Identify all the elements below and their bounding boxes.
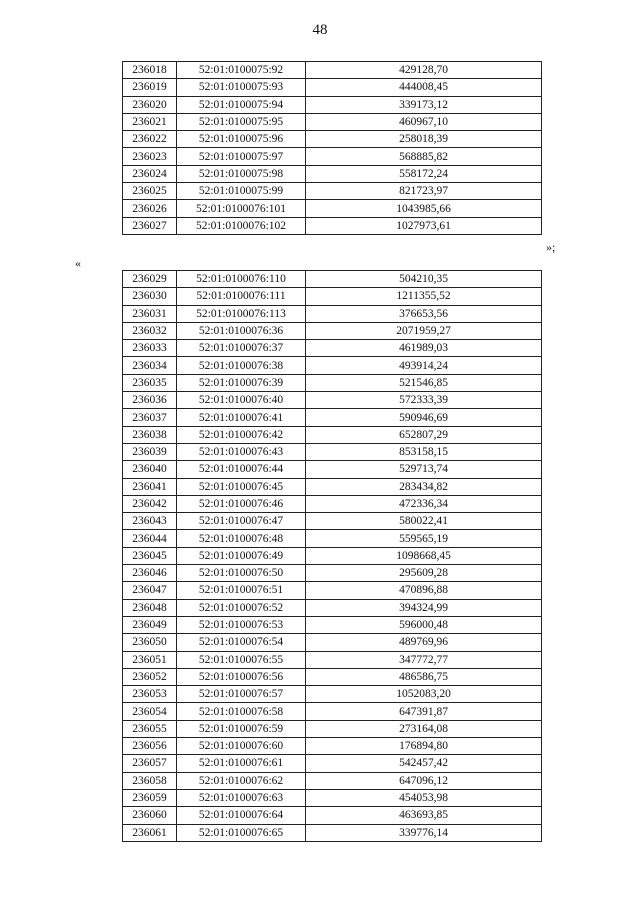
value-cell: 821723,97 <box>306 183 542 200</box>
table-row <box>123 634 542 651</box>
cadastral-number-cell: 52:01:0100076:64 <box>177 807 306 824</box>
table-row <box>123 651 542 668</box>
opening-quote-mark: « <box>75 256 81 270</box>
row-number-cell: 236049 <box>123 616 177 633</box>
value-cell: 1043985,66 <box>306 200 542 217</box>
table-row <box>123 271 542 288</box>
row-number-cell: 236043 <box>123 513 177 530</box>
cadastral-number-cell: 52:01:0100076:56 <box>177 668 306 685</box>
table-row <box>123 495 542 512</box>
row-number-cell: 236041 <box>123 478 177 495</box>
table-row <box>123 96 542 113</box>
cadastral-number-cell: 52:01:0100075:95 <box>177 113 306 130</box>
cadastral-number-cell: 52:01:0100076:37 <box>177 340 306 357</box>
table-row <box>123 461 542 478</box>
value-cell: 1027973,61 <box>306 217 542 234</box>
table-row <box>123 686 542 703</box>
table-row <box>123 703 542 720</box>
cadastral-number-cell: 52:01:0100076:51 <box>177 582 306 599</box>
value-cell: 493914,24 <box>306 357 542 374</box>
table-row <box>123 392 542 409</box>
row-number-cell: 236060 <box>123 807 177 824</box>
value-cell: 347772,77 <box>306 651 542 668</box>
table-row <box>123 807 542 824</box>
cadastral-number-cell: 52:01:0100075:94 <box>177 96 306 113</box>
value-cell: 529713,74 <box>306 461 542 478</box>
row-number-cell: 236018 <box>123 62 177 79</box>
row-number-cell: 236019 <box>123 79 177 96</box>
row-number-cell: 236046 <box>123 565 177 582</box>
row-number-cell: 236029 <box>123 271 177 288</box>
cadastral-number-cell: 52:01:0100076:46 <box>177 495 306 512</box>
row-number-cell: 236052 <box>123 668 177 685</box>
cadastral-number-cell: 52:01:0100076:36 <box>177 322 306 339</box>
value-cell: 444008,45 <box>306 79 542 96</box>
value-cell: 580022,41 <box>306 513 542 530</box>
cadastral-number-cell: 52:01:0100075:92 <box>177 62 306 79</box>
row-number-cell: 236033 <box>123 340 177 357</box>
value-cell: 460967,10 <box>306 113 542 130</box>
cadastral-number-cell: 52:01:0100076:48 <box>177 530 306 547</box>
value-cell: 461989,03 <box>306 340 542 357</box>
cadastral-number-cell: 52:01:0100075:97 <box>177 148 306 165</box>
row-number-cell: 236056 <box>123 738 177 755</box>
cadastral-number-cell: 52:01:0100076:52 <box>177 599 306 616</box>
value-cell: 1098668,45 <box>306 547 542 564</box>
cadastral-number-cell: 52:01:0100076:41 <box>177 409 306 426</box>
row-number-cell: 236042 <box>123 495 177 512</box>
value-cell: 504210,35 <box>306 271 542 288</box>
cadastral-number-cell: 52:01:0100076:111 <box>177 288 306 305</box>
table-row <box>123 530 542 547</box>
cadastral-number-cell: 52:01:0100076:60 <box>177 738 306 755</box>
value-cell: 339776,14 <box>306 824 542 841</box>
row-number-cell: 236040 <box>123 461 177 478</box>
table-row <box>123 565 542 582</box>
row-number-cell: 236024 <box>123 165 177 182</box>
row-number-cell: 236058 <box>123 772 177 789</box>
row-number-cell: 236051 <box>123 651 177 668</box>
table-row <box>123 357 542 374</box>
table-row <box>123 183 542 200</box>
page-number: 48 <box>312 22 328 38</box>
value-cell: 429128,70 <box>306 62 542 79</box>
cadastral-number-cell: 52:01:0100076:38 <box>177 357 306 374</box>
value-cell: 486586,75 <box>306 668 542 685</box>
table-row <box>123 789 542 806</box>
table-row <box>123 426 542 443</box>
closing-quote-mark: »; <box>546 240 556 254</box>
row-number-cell: 236054 <box>123 703 177 720</box>
value-cell: 572333,39 <box>306 392 542 409</box>
cadastral-number-cell: 52:01:0100076:53 <box>177 616 306 633</box>
table-row <box>123 616 542 633</box>
table-row <box>123 200 542 217</box>
row-number-cell: 236025 <box>123 183 177 200</box>
value-cell: 652807,29 <box>306 426 542 443</box>
value-cell: 489769,96 <box>306 634 542 651</box>
cadastral-number-cell: 52:01:0100076:102 <box>177 217 306 234</box>
row-number-cell: 236027 <box>123 217 177 234</box>
value-cell: 273164,08 <box>306 720 542 737</box>
cadastral-number-cell: 52:01:0100076:62 <box>177 772 306 789</box>
value-cell: 596000,48 <box>306 616 542 633</box>
value-cell: 647096,12 <box>306 772 542 789</box>
table-row <box>123 513 542 530</box>
cadastral-number-cell: 52:01:0100076:113 <box>177 305 306 322</box>
cadastral-number-cell: 52:01:0100076:110 <box>177 271 306 288</box>
table-row <box>123 599 542 616</box>
row-number-cell: 236045 <box>123 547 177 564</box>
value-cell: 590946,69 <box>306 409 542 426</box>
table-row <box>123 443 542 460</box>
value-cell: 1052083,20 <box>306 686 542 703</box>
row-number-cell: 236059 <box>123 789 177 806</box>
cadastral-number-cell: 52:01:0100076:54 <box>177 634 306 651</box>
table-row <box>123 217 542 234</box>
table-row <box>123 738 542 755</box>
cadastral-number-cell: 52:01:0100076:101 <box>177 200 306 217</box>
value-cell: 521546,85 <box>306 374 542 391</box>
row-number-cell: 236038 <box>123 426 177 443</box>
table-row <box>123 409 542 426</box>
row-number-cell: 236034 <box>123 357 177 374</box>
cadastral-number-cell: 52:01:0100076:45 <box>177 478 306 495</box>
cadastral-number-cell: 52:01:0100075:96 <box>177 131 306 148</box>
cadastral-number-cell: 52:01:0100076:43 <box>177 443 306 460</box>
row-number-cell: 236050 <box>123 634 177 651</box>
table-row <box>123 582 542 599</box>
value-cell: 568885,82 <box>306 148 542 165</box>
table-row <box>123 547 542 564</box>
cadastral-number-cell: 52:01:0100076:39 <box>177 374 306 391</box>
table-row <box>123 374 542 391</box>
table-row <box>123 322 542 339</box>
cadastral-number-cell: 52:01:0100076:44 <box>177 461 306 478</box>
row-number-cell: 236039 <box>123 443 177 460</box>
row-number-cell: 236037 <box>123 409 177 426</box>
value-cell: 339173,12 <box>306 96 542 113</box>
value-cell: 394324,99 <box>306 599 542 616</box>
value-cell: 542457,42 <box>306 755 542 772</box>
table-row <box>123 340 542 357</box>
table-row <box>123 772 542 789</box>
cadastral-number-cell: 52:01:0100076:57 <box>177 686 306 703</box>
row-number-cell: 236053 <box>123 686 177 703</box>
row-number-cell: 236055 <box>123 720 177 737</box>
row-number-cell: 236048 <box>123 599 177 616</box>
row-number-cell: 236023 <box>123 148 177 165</box>
row-number-cell: 236032 <box>123 322 177 339</box>
cadastral-number-cell: 52:01:0100076:63 <box>177 789 306 806</box>
value-cell: 283434,82 <box>306 478 542 495</box>
value-cell: 470896,88 <box>306 582 542 599</box>
table-row <box>123 131 542 148</box>
table-row <box>123 165 542 182</box>
row-number-cell: 236047 <box>123 582 177 599</box>
row-number-cell: 236030 <box>123 288 177 305</box>
cadastral-number-cell: 52:01:0100076:49 <box>177 547 306 564</box>
table-row <box>123 824 542 841</box>
cadastral-number-cell: 52:01:0100076:50 <box>177 565 306 582</box>
value-cell: 454053,98 <box>306 789 542 806</box>
row-number-cell: 236021 <box>123 113 177 130</box>
row-number-cell: 236035 <box>123 374 177 391</box>
cadastral-number-cell: 52:01:0100076:42 <box>177 426 306 443</box>
table-row <box>123 79 542 96</box>
cadastral-number-cell: 52:01:0100076:40 <box>177 392 306 409</box>
value-cell: 376653,56 <box>306 305 542 322</box>
table-row <box>123 288 542 305</box>
row-number-cell: 236020 <box>123 96 177 113</box>
table-row <box>123 720 542 737</box>
value-cell: 647391,87 <box>306 703 542 720</box>
value-cell: 295609,28 <box>306 565 542 582</box>
row-number-cell: 236057 <box>123 755 177 772</box>
cadastral-table-1 <box>122 61 542 235</box>
cadastral-number-cell: 52:01:0100076:47 <box>177 513 306 530</box>
table-row <box>123 113 542 130</box>
cadastral-number-cell: 52:01:0100076:65 <box>177 824 306 841</box>
value-cell: 258018,39 <box>306 131 542 148</box>
value-cell: 1211355,52 <box>306 288 542 305</box>
cadastral-number-cell: 52:01:0100076:61 <box>177 755 306 772</box>
table-row <box>123 305 542 322</box>
table-row <box>123 148 542 165</box>
table-row <box>123 478 542 495</box>
value-cell: 2071959,27 <box>306 322 542 339</box>
table-row <box>123 755 542 772</box>
row-number-cell: 236022 <box>123 131 177 148</box>
table-row <box>123 668 542 685</box>
row-number-cell: 236061 <box>123 824 177 841</box>
value-cell: 463693,85 <box>306 807 542 824</box>
value-cell: 853158,15 <box>306 443 542 460</box>
row-number-cell: 236031 <box>123 305 177 322</box>
cadastral-number-cell: 52:01:0100075:98 <box>177 165 306 182</box>
value-cell: 559565,19 <box>306 530 542 547</box>
value-cell: 558172,24 <box>306 165 542 182</box>
row-number-cell: 236036 <box>123 392 177 409</box>
row-number-cell: 236044 <box>123 530 177 547</box>
cadastral-table-2 <box>122 270 542 842</box>
cadastral-number-cell: 52:01:0100075:93 <box>177 79 306 96</box>
table-row <box>123 62 542 79</box>
cadastral-number-cell: 52:01:0100076:58 <box>177 703 306 720</box>
cadastral-number-cell: 52:01:0100076:59 <box>177 720 306 737</box>
cadastral-number-cell: 52:01:0100076:55 <box>177 651 306 668</box>
row-number-cell: 236026 <box>123 200 177 217</box>
value-cell: 472336,34 <box>306 495 542 512</box>
cadastral-number-cell: 52:01:0100075:99 <box>177 183 306 200</box>
value-cell: 176894,80 <box>306 738 542 755</box>
